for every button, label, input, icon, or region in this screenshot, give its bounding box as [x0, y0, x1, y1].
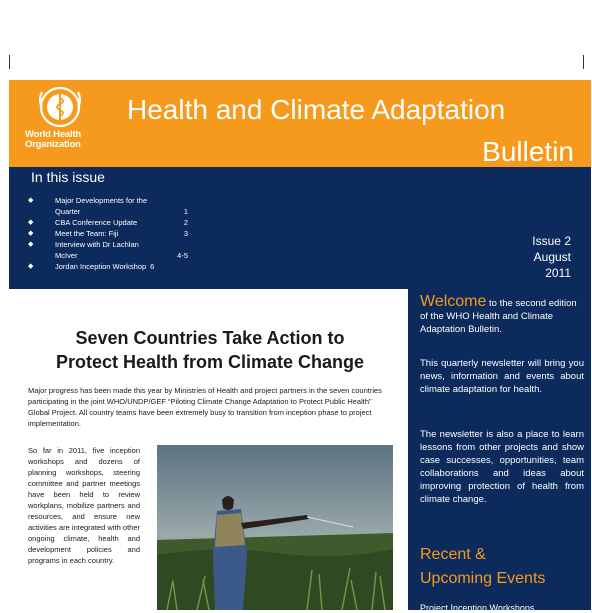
sidebar-paragraph: This quarterly newsletter will bring you news, information and events about climate adaptation for health.	[420, 358, 584, 395]
article-photo	[157, 445, 393, 610]
issue-number: Issue 2	[532, 234, 571, 248]
diamond-bullet-icon: ◆	[28, 230, 34, 237]
sidebar-cut-text: Project Inception Workshops	[420, 603, 535, 613]
bulletin-title-line2: Bulletin	[482, 136, 574, 167]
issue-meta	[532, 233, 571, 281]
welcome-text: Welcome to the second edition of the WHO Health and Climate Adaptation Bulletin.	[420, 293, 577, 335]
toc-item[interactable]: ◆ Meet the Team: Fiji 3	[28, 229, 188, 238]
article-headline: Seven Countries Take Action to Protect Health from Climate Change	[55, 328, 365, 372]
diamond-bullet-icon: ◆	[28, 263, 34, 270]
article-body: So far in 2011, five inception workshops and dozens of planning workshops, steering committee and partner meetings have been held to review workplans, mobilize partners and resources, and ensure new activities are integrated with other ongoing climate, health and development policies and programs in each country.	[28, 446, 140, 565]
article-intro: Major progress has been made this year by Ministries of Health and project partners in the seven countries participating in the joint WHO/UNDP/GEF “Piloting Climate Change Adaptation to Protect Public Health” Global Project. All country teams have been extremely busy to transition from inception phase to project implementation.	[28, 386, 382, 428]
header-banner	[9, 80, 591, 167]
toc-item[interactable]: ◆ Major Developments for the Quarter 1	[28, 196, 188, 216]
toc-item[interactable]: ◆ CBA Conference Update 2	[28, 218, 188, 227]
welcome-heading: Welcome	[420, 293, 487, 310]
diamond-bullet-icon: ◆	[28, 241, 34, 248]
toc-item[interactable]: ◆ Jordan Inception Workshop 6	[28, 262, 155, 271]
crop-mark-left	[9, 55, 10, 69]
bulletin-title-line1: Health and Climate Adaptation	[127, 94, 506, 125]
toc-item[interactable]: ◆ Interview with Dr Lachlan McIver 4-5	[28, 240, 188, 260]
who-emblem-icon	[34, 86, 86, 128]
sidebar	[408, 289, 591, 613]
diamond-bullet-icon: ◆	[28, 219, 34, 226]
issue-band	[9, 167, 591, 289]
crop-mark-right	[583, 55, 584, 69]
who-logo	[25, 86, 97, 150]
diamond-bullet-icon: ◆	[28, 197, 34, 204]
issue-year: 2011	[545, 266, 571, 280]
issue-month: August	[533, 250, 571, 264]
in-this-issue-heading: In this issue	[31, 169, 105, 185]
sidebar-paragraph: The newsletter is also a place to learn lessons from other projects and show case successes, opportunities, team collaborations and ideas about improving protection of health from climate change.	[420, 429, 584, 505]
woman-watering-crops-image	[157, 445, 393, 610]
table-of-contents	[28, 195, 188, 272]
logo-org-line2: Organization	[25, 139, 81, 150]
logo-org-line1: World Health	[25, 129, 82, 140]
events-heading: Recent & Upcoming Events	[420, 546, 546, 587]
